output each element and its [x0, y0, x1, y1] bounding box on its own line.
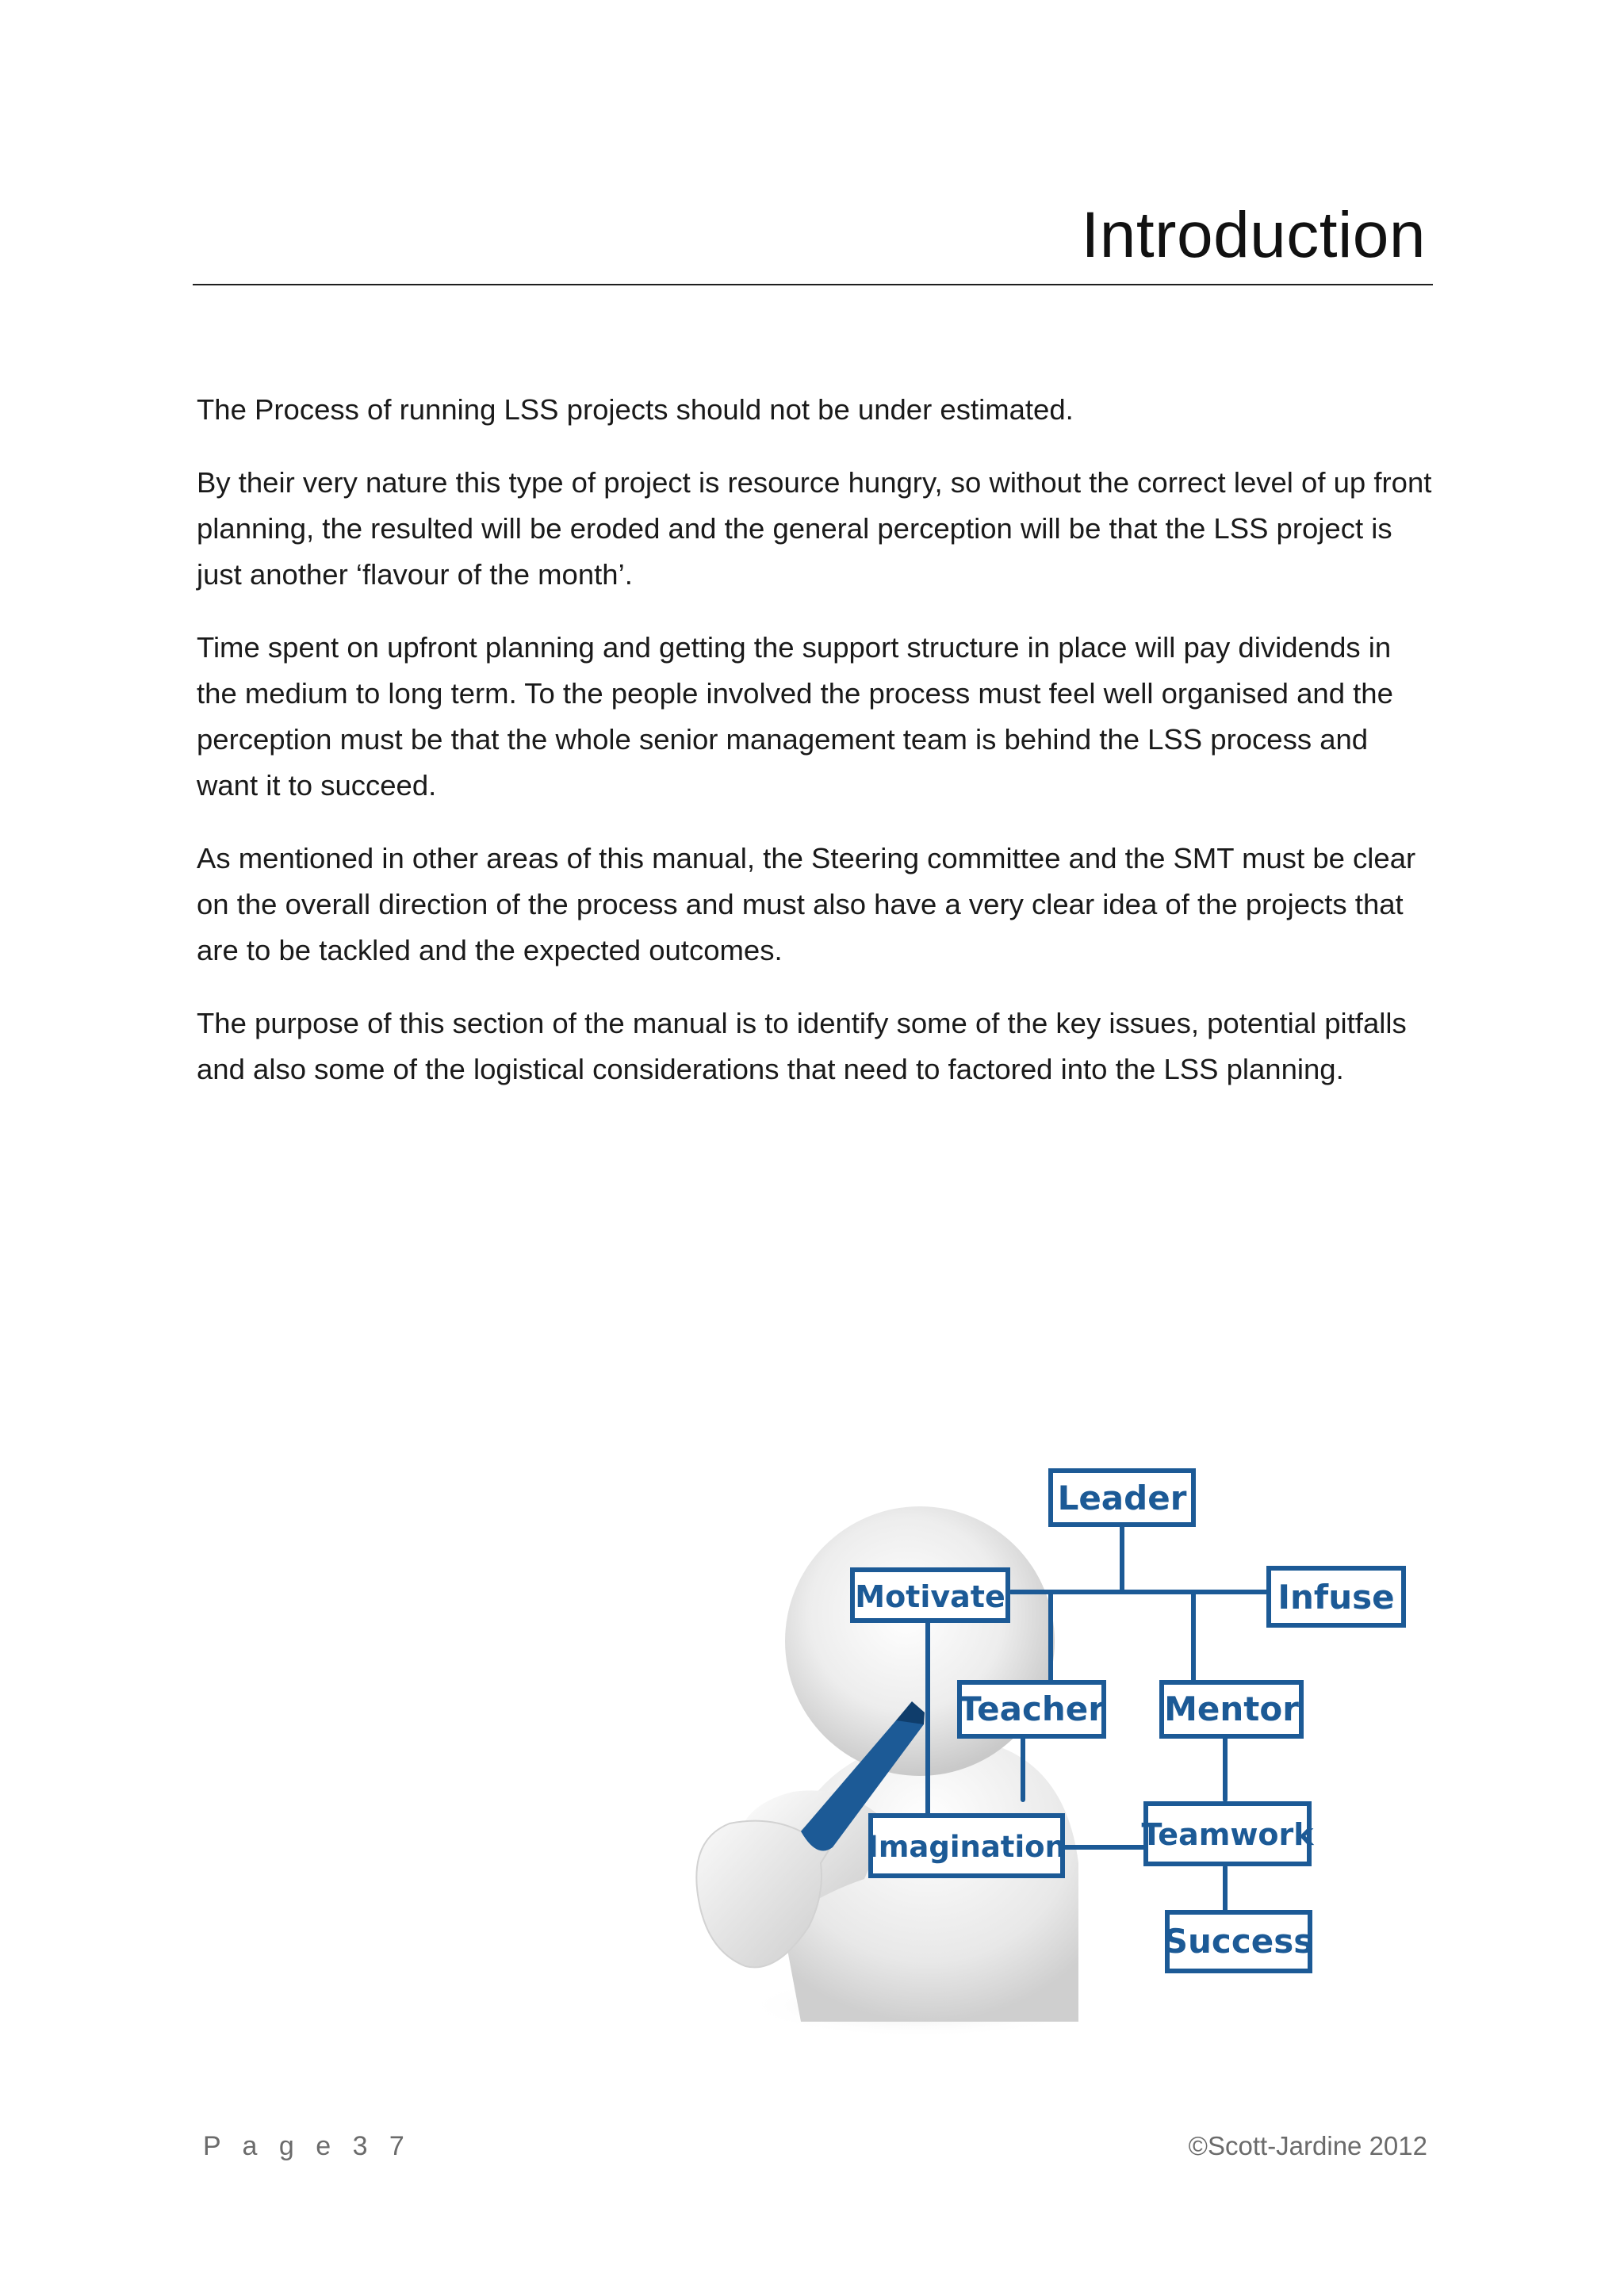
- box-teacher: [959, 1682, 1105, 1736]
- box-mentor: [1162, 1682, 1301, 1736]
- box-motivate: [852, 1570, 1008, 1621]
- box-teamwork: [1141, 1804, 1314, 1864]
- paragraph-4: As mentioned in other areas of this manual, the Steering committee and the SMT must be clear on the overall direction of the process and must also have a very clear idea of the projects that are to be tackled and the expected outcomes.: [197, 842, 1416, 966]
- body-text: [197, 387, 1434, 1119]
- box-imagination-label: Imagination: [868, 1830, 1066, 1864]
- box-teamwork-label: Teamwork: [1141, 1817, 1314, 1852]
- page-title: Introduction: [1081, 199, 1426, 271]
- copyright-notice: ©Scott-Jardine 2012: [1188, 2131, 1427, 2160]
- title-underline: [193, 284, 1433, 285]
- box-mentor-label: Mentor: [1164, 1689, 1299, 1728]
- box-success-label: Success: [1163, 1922, 1314, 1961]
- paragraph-5: The purpose of this section of the manual is to identify some of the key issues, potential pitfalls and also some of the logistical considerations that need to factored into the LSS planning.: [197, 1007, 1407, 1085]
- box-motivate-label: Motivate: [855, 1579, 1005, 1614]
- box-infuse: [1269, 1568, 1404, 1625]
- box-leader: [1051, 1471, 1193, 1525]
- box-imagination: [868, 1816, 1066, 1876]
- box-success: [1164, 1912, 1313, 1971]
- box-teacher-label: Teacher: [959, 1689, 1105, 1728]
- paragraph-2: By their very nature this type of project is resource hungry, so without the correct level of up front planning, the resulted will be eroded and the general perception will be that the LSS project is just another ‘flavour of the month’.: [197, 466, 1432, 591]
- box-leader-label: Leader: [1057, 1479, 1187, 1517]
- page-number: P a g e 3 7: [203, 2131, 412, 2161]
- leadership-diagram-illustration: [682, 1451, 1427, 2053]
- paragraph-3: Time spent on upfront planning and getting the support structure in place will pay dividends in the medium to long term. To the people involved the process must feel well organised and the perception must be that the whole senior management team is behind the LSS process and want it to succeed.: [197, 631, 1393, 802]
- paragraph-1: The Process of running LSS projects should not be under estimated.: [197, 393, 1074, 426]
- box-infuse-label: Infuse: [1277, 1578, 1395, 1617]
